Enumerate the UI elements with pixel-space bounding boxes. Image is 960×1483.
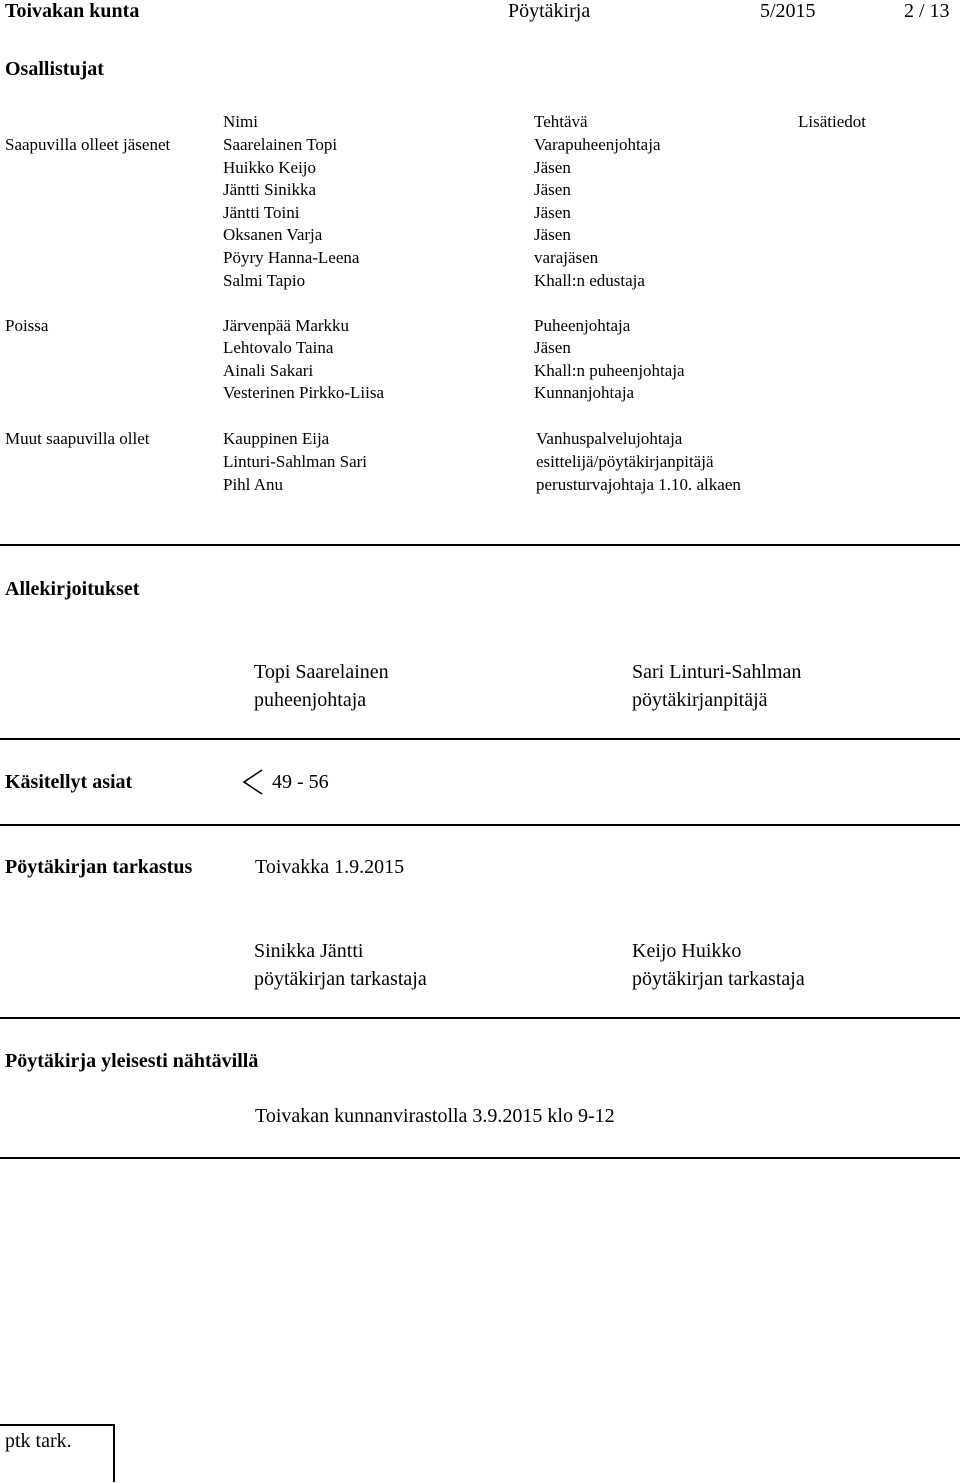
participant-role: Jäsen <box>534 203 571 222</box>
table-row <box>0 248 960 271</box>
participant-name: Linturi-Sahlman Sari <box>223 452 368 471</box>
participant-role: Vanhuspalvelujohtaja <box>536 429 683 448</box>
reviewer-left <box>254 937 427 993</box>
participant-role: esittelijä/pöytäkirjanpitäjä <box>536 452 714 471</box>
section-divider <box>0 1017 960 1019</box>
items-title: Käsitellyt asiat <box>5 771 133 793</box>
header-org: Toivakan kunta <box>5 0 140 22</box>
table-row <box>0 316 960 339</box>
table-row <box>0 271 960 294</box>
initials-label: ptk tark. <box>5 1430 72 1452</box>
reviewer-role: pöytäkirjan tarkastaja <box>254 968 427 990</box>
participant-role: varajäsen <box>534 248 599 267</box>
initials-box <box>0 1424 115 1482</box>
participant-name: Vesterinen Pirkko-Liisa <box>223 383 384 402</box>
table-row <box>0 338 960 361</box>
participant-name: Järvenpää Markku <box>223 316 350 335</box>
table-row <box>0 429 960 452</box>
participant-name: Huikko Keijo <box>223 158 317 177</box>
participants-title: Osallistujat <box>5 58 104 80</box>
column-role: Tehtävä <box>534 112 588 131</box>
signatures-title: Allekirjoitukset <box>5 578 140 600</box>
group-label-absent: Poissa <box>5 316 49 335</box>
section-sign-icon <box>240 768 266 796</box>
public-text: Toivakan kunnanvirastolla 3.9.2015 klo 9-12 <box>255 1105 615 1127</box>
table-row <box>0 361 960 384</box>
participant-role: Kunnanjohtaja <box>534 383 635 402</box>
participant-role: Jäsen <box>534 338 571 357</box>
review-place-date: Toivakka 1.9.2015 <box>255 856 405 878</box>
participant-name: Lehtovalo Taina <box>223 338 334 357</box>
section-divider <box>0 1157 960 1159</box>
participant-name: Kauppinen Eija <box>223 429 330 448</box>
signature-role: puheenjohtaja <box>254 689 367 711</box>
reviewer-name: Sinikka Jäntti <box>254 940 364 962</box>
participant-name: Jäntti Toini <box>223 203 300 222</box>
participant-role: Khall:n puheenjohtaja <box>534 361 685 380</box>
participants-column-headers <box>0 112 960 135</box>
participant-name: Pöyry Hanna-Leena <box>223 248 360 267</box>
table-row <box>0 135 960 158</box>
column-name: Nimi <box>223 112 258 131</box>
public-title: Pöytäkirja yleisesti nähtävillä <box>5 1050 259 1072</box>
header-number: 5/2015 <box>760 0 816 22</box>
participant-name: Saarelainen Topi <box>223 135 338 154</box>
items-range: 49 - 56 <box>272 771 329 793</box>
reviewer-right <box>632 937 805 993</box>
review-title: Pöytäkirjan tarkastus <box>5 856 193 878</box>
group-label-others: Muut saapuvilla ollet <box>5 429 150 448</box>
participant-role: Jäsen <box>534 180 571 199</box>
participant-name: Pihl Anu <box>223 475 283 494</box>
participant-role: perusturvajohtaja 1.10. alkaen <box>536 475 741 494</box>
table-row <box>0 158 960 181</box>
participant-name: Salmi Tapio <box>223 271 306 290</box>
section-divider <box>0 824 960 826</box>
column-notes: Lisätiedot <box>798 112 866 131</box>
table-row <box>0 180 960 203</box>
table-row <box>0 452 960 475</box>
signature-left <box>254 658 389 714</box>
reviewer-name: Keijo Huikko <box>632 940 742 962</box>
signature-name: Topi Saarelainen <box>254 661 389 683</box>
group-label-present: Saapuvilla olleet jäsenet <box>5 135 171 154</box>
signature-right <box>632 658 801 714</box>
reviewer-role: pöytäkirjan tarkastaja <box>632 968 805 990</box>
header-page: 2 / 13 <box>904 0 950 22</box>
table-row <box>0 225 960 248</box>
header-doc-type: Pöytäkirja <box>508 0 591 22</box>
participant-role: Puheenjohtaja <box>534 316 631 335</box>
table-row <box>0 475 960 498</box>
participant-role: Varapuheenjohtaja <box>534 135 661 154</box>
participant-name: Ainali Sakari <box>223 361 314 380</box>
signature-name: Sari Linturi-Sahlman <box>632 661 802 683</box>
section-divider <box>0 544 960 546</box>
section-divider <box>0 738 960 740</box>
participant-name: Oksanen Varja <box>223 225 323 244</box>
participant-name: Jäntti Sinikka <box>223 180 317 199</box>
signature-role: pöytäkirjanpitäjä <box>632 689 768 711</box>
table-row <box>0 203 960 226</box>
table-row <box>0 383 960 406</box>
participant-role: Jäsen <box>534 225 571 244</box>
participant-role: Jäsen <box>534 158 571 177</box>
participant-role: Khall:n edustaja <box>534 271 645 290</box>
